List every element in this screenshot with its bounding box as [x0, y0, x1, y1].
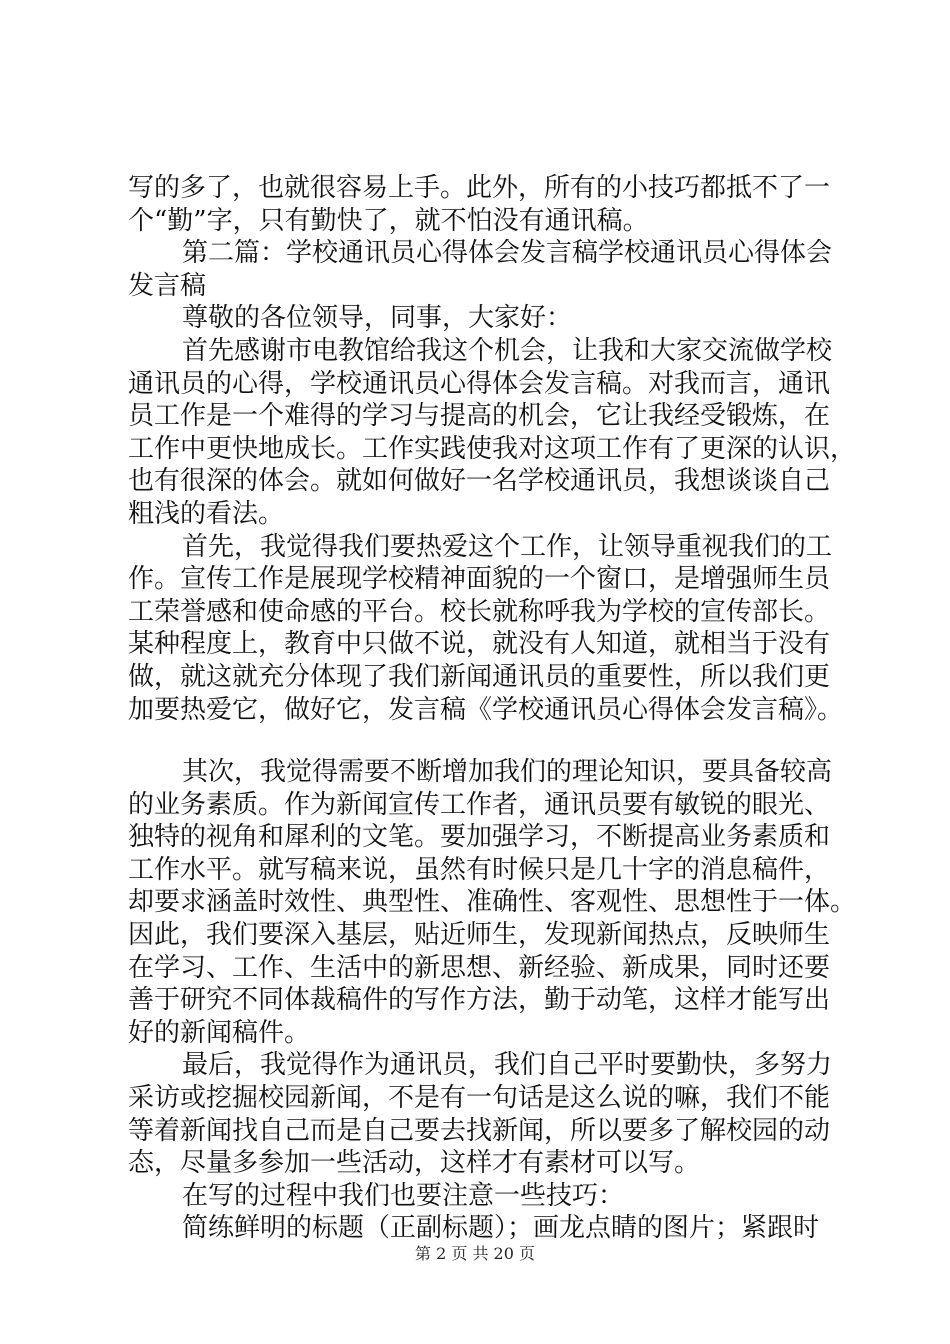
text-line: 的业务素质。作为新闻宣传工作者，通讯员要有敏锐的眼光、 [128, 789, 831, 820]
text-line: 个“勤”字，只有勤快了，就不怕没有通讯稿。 [128, 205, 649, 236]
text-line: 却要求涵盖时效性、典型性、准确性、客观性、思想性于一体。 [128, 887, 857, 918]
text-line: 员工作是一个难得的学习与提高的机会，它让我经受锻炼，在 [128, 401, 831, 432]
text-line: 首先，我觉得我们要热爱这个工作，让领导重视我们的工 [182, 531, 833, 562]
text-line: 写的多了，也就很容易上手。此外，所有的小技巧都抵不了一 [128, 173, 831, 203]
text-line: 作。宣传工作是展现学校精神面貌的一个窗口，是增强师生员 [128, 564, 831, 595]
text-line: 简练鲜明的标题（正副标题）；画龙点睛的图片；紧跟时 [182, 1213, 820, 1244]
text-line: 态，尽量多参加一些活动，这样才有素材可以写。 [128, 1148, 701, 1179]
text-line: 采访或挖掘校园新闻，不是有一句话是这么说的嘛，我们不能 [128, 1083, 831, 1114]
text-line: 工荣誉感和使命感的平台。校长就称呼我为学校的宣传部长。 [128, 596, 831, 627]
text-line: 加要热爱它，做好它，发言稿《学校通讯员心得体会发言稿》。 [128, 694, 844, 725]
text-line: 做，就这就充分体现了我们新闻通讯员的重要性，所以我们更 [128, 661, 831, 692]
text-line: 最后，我觉得作为通讯员，我们自己平时要勤快，多努力 [182, 1050, 833, 1081]
text-line: 工作中更快地成长。工作实践使我对这项工作有了更深的认识， [128, 433, 857, 464]
text-line: 通讯员的心得，学校通讯员心得体会发言稿。对我而言，通讯 [128, 368, 831, 399]
page-footer: 第 2 页 共 20 页 [415, 1244, 535, 1263]
text-line: 善于研究不同体裁稿件的写作方法，勤于动笔，这样才能写出 [128, 985, 831, 1016]
text-line: 独特的视角和犀利的文笔。要加强学习，不断提高业务素质和 [128, 822, 831, 853]
blank-line [128, 726, 840, 756]
text-line: 粗浅的看法。 [128, 498, 285, 529]
text-line: 因此，我们要深入基层，贴近师生，发现新闻热点，反映师生 [128, 920, 831, 951]
text-line: 某种程度上，教育中只做不说，就没有人知道，就相当于没有 [128, 629, 831, 660]
text-line: 发言稿 [128, 270, 207, 301]
text-line: 尊敬的各位领导，同事，大家好： [182, 303, 573, 334]
text-line: 好的新闻稿件。 [128, 1017, 311, 1048]
text-line: 第二篇：学校通讯员心得体会发言稿学校通讯员心得体会 [182, 238, 833, 269]
text-line: 等着新闻找自己而是自己要去找新闻，所以要多了解校园的动 [128, 1115, 831, 1146]
text-line: 首先感谢市电教馆给我这个机会，让我和大家交流做学校 [182, 335, 833, 366]
text-line: 工作水平。就写稿来说，虽然有时候只是几十字的消息稿件， [128, 854, 831, 885]
text-line: 也有很深的体会。就如何做好一名学校通讯员，我想谈谈自己 [128, 466, 831, 497]
text-line: 在学习、工作、生活中的新思想、新经验、新成果，同时还要 [128, 952, 831, 983]
text-line: 其次，我觉得需要不断增加我们的理论知识，要具备较高 [182, 757, 833, 788]
text-line: 在写的过程中我们也要注意一些技巧： [182, 1180, 625, 1211]
document-body [128, 172, 857, 1245]
